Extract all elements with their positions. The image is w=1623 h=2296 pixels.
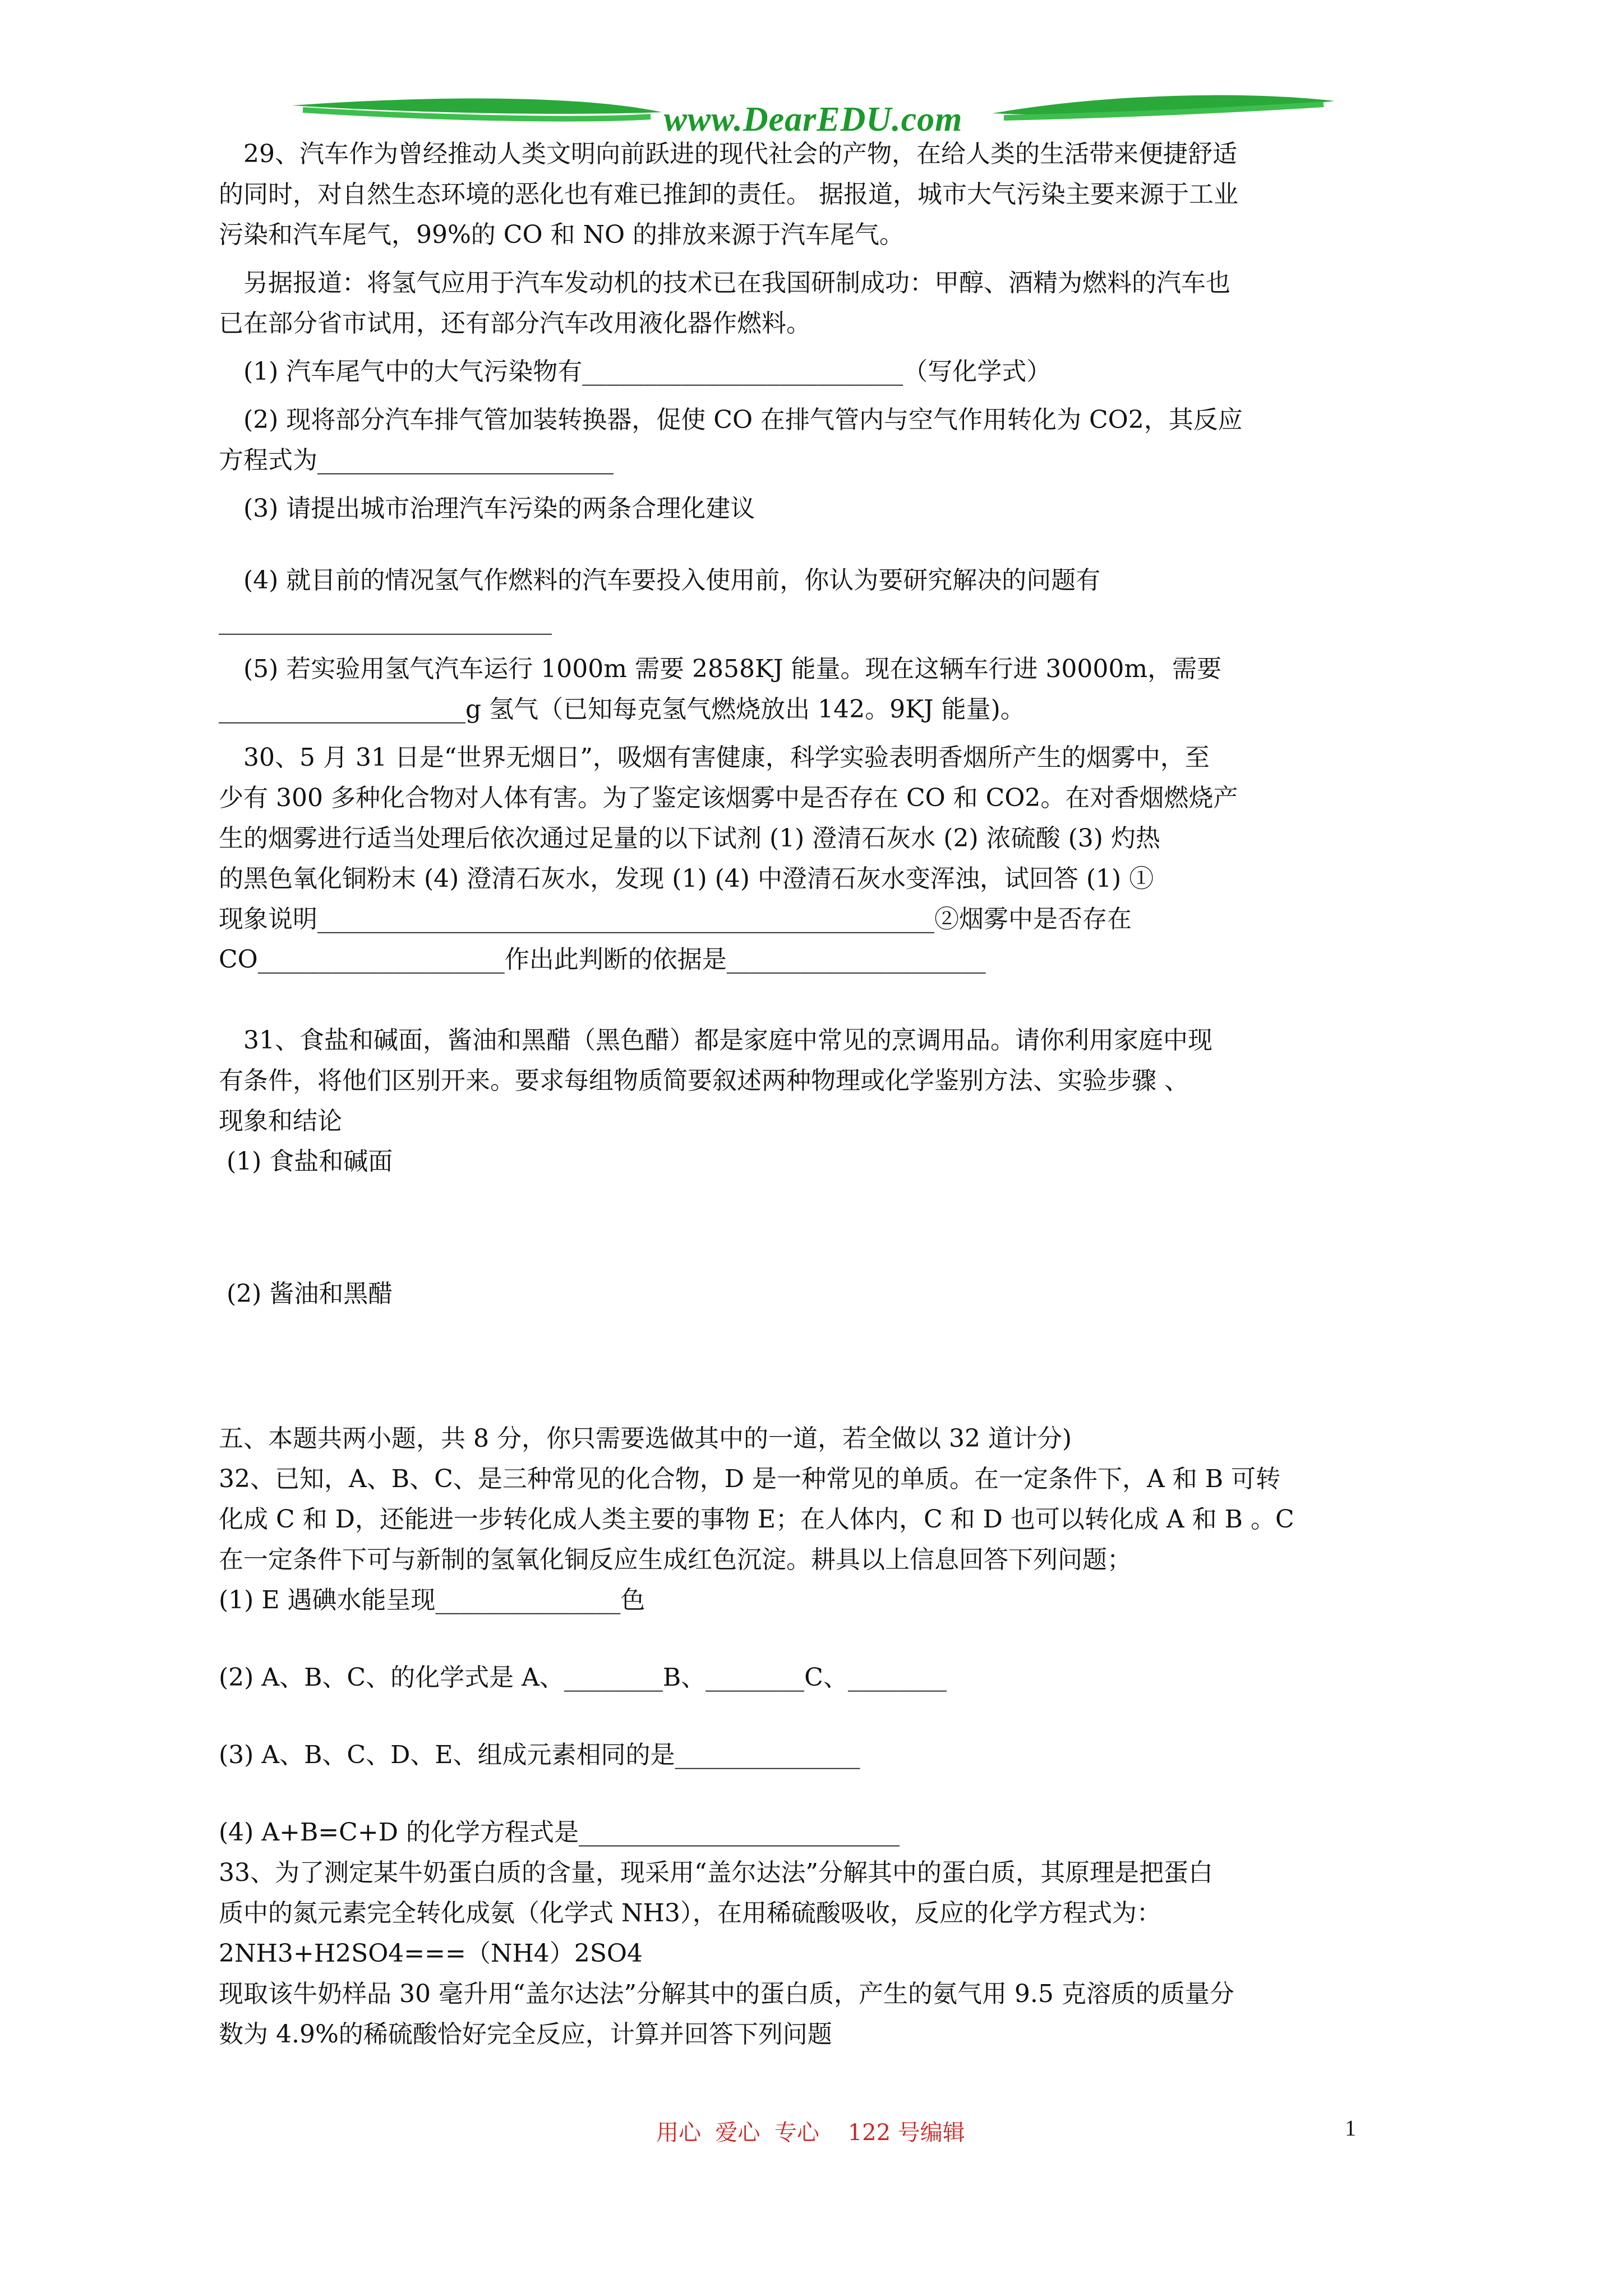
site-name[interactable]: www.DearEDU.com — [663, 100, 963, 139]
text-line: 现象说明__________________________________________________②烟雾中是否存在 — [219, 905, 1132, 933]
text-line: 30、5 月 31 日是“世界无烟日”，吸烟有害健康，科学实验表明香烟所产生的烟雾中，至 — [219, 743, 1210, 772]
text-line: (2) 酱油和黑醋 — [219, 1280, 393, 1308]
text-line: (1) 食盐和碱面 — [219, 1147, 393, 1176]
text-line: ___________________________ — [219, 606, 552, 635]
text-line: 2NH3+H2SO4===（NH4）2SO4 — [219, 1939, 643, 1968]
text-line: 化成 C 和 D，还能进一步转化成人类主要的事物 E；在人体内，C 和 D 也可以转化成 A 和 B 。C — [219, 1505, 1294, 1534]
text-line: (3) A、B、C、D、E、组成元素相同的是_______________ — [219, 1741, 860, 1769]
text-line: 已在部分省市试用，还有部分汽车改用液化器作燃料。 — [219, 309, 811, 338]
text-line: 的黑色氧化铜粉末 (4) 澄清石灰水，发现 (1) (4) 中澄清石灰水变浑浊，试回答 (1) ① — [219, 864, 1154, 893]
text-line: 29、汽车作为曾经推动人类文明向前跃进的现代社会的产物，在给人类的生活带来便捷舒适 — [219, 140, 1237, 168]
text-line: 另据报道：将氢气应用于汽车发动机的技术已在我国研制成功：甲醇、酒精为燃料的汽车也 — [219, 269, 1230, 297]
text-line: (2) 现将部分汽车排气管加装转换器，促使 CO 在排气管内与空气作用转化为 CO2，其反应 — [219, 406, 1243, 434]
text-line: (1) E 遇碘水能呈现_______________色 — [219, 1586, 645, 1614]
text-line: (2) A、B、C、的化学式是 A、________B、________C、________ — [219, 1663, 947, 1692]
text-line: 在一定条件下可与新制的氢氧化铜反应生成红色沉淀。耕具以上信息回答下列问题； — [219, 1545, 1132, 1574]
text-line: (1) 汽车尾气中的大气污染物有__________________________（写化学式） — [219, 357, 1052, 386]
text-line: (5) 若实验用氢气汽车运行 1000m 需要 2858KJ 能量。现在这辆车行进 30000m，需要 — [219, 655, 1222, 683]
text-line: 31、食盐和碱面，酱油和黑醋（黑色醋）都是家庭中常见的烹调用品。请你利用家庭中现 — [219, 1026, 1212, 1055]
text-line: (4) A+B=C+D 的化学方程式是__________________________ — [219, 1818, 900, 1847]
text-line: 污染和汽车尾气，99%的 CO 和 NO 的排放来源于汽车尾气。 — [219, 220, 905, 249]
text-line: 质中的氮元素完全转化成氨（化学式 NH3），在用稀硫酸吸收，反应的化学方程式为： — [219, 1899, 1161, 1927]
text-line: 少有 300 多种化合物对人体有害。为了鉴定该烟雾中是否存在 CO 和 CO2。在对香烟燃烧产 — [219, 784, 1238, 812]
text-line: CO____________________作出此判断的依据是_____________________ — [219, 945, 986, 974]
text-line: 32、已知，A、B、C、是三种常见的化合物，D 是一种常见的单质。在一定条件下，A 和 B 可转 — [219, 1465, 1281, 1493]
text-line: (3) 请提出城市治理汽车污染的两条合理化建议 — [219, 494, 755, 523]
text-line: 的同时，对自然生态环境的恶化也有难已推卸的责任。 据报道，城市大气污染主要来源于工业 — [219, 180, 1238, 209]
text-line: 生的烟雾进行适当处理后依次通过足量的以下试剂 (1) 澄清石灰水 (2) 浓硫酸 (3) 灼热 — [219, 824, 1160, 853]
text-line: 数为 4.9%的稀硫酸恰好完全反应，计算并回答下列问题 — [219, 2020, 832, 2049]
text-line: 方程式为________________________ — [219, 446, 614, 475]
text-line: 现象和结论 — [219, 1107, 342, 1135]
text-line: 五、本题共两小题，共 8 分，你只需要选做其中的一道，若全做以 32 道计分) — [219, 1424, 1072, 1453]
footer-note: 用心 爱心 专心 122 号编辑 — [656, 2120, 965, 2146]
text-line: 现取该牛奶样品 30 毫升用“盖尔达法”分解其中的蛋白质，产生的氨气用 9.5 克溶质的质量分 — [219, 1980, 1234, 2008]
text-line: 33、为了测定某牛奶蛋白质的含量，现采用“盖尔达法”分解其中的蛋白质，其原理是把蛋白 — [219, 1858, 1213, 1887]
page-number: 1 — [1345, 2115, 1356, 2141]
text-line: ____________________g 氢气（已知每克氢气燃烧放出 142。9KJ 能量)。 — [219, 695, 1025, 724]
text-line: (4) 就目前的情况氢气作燃料的汽车要投入使用前，你认为要研究解决的问题有 — [219, 566, 1101, 595]
text-line: 有条件，将他们区别开来。要求每组物质简要叙述两种物理或化学鉴别方法、实验步骤 、 — [219, 1066, 1189, 1095]
